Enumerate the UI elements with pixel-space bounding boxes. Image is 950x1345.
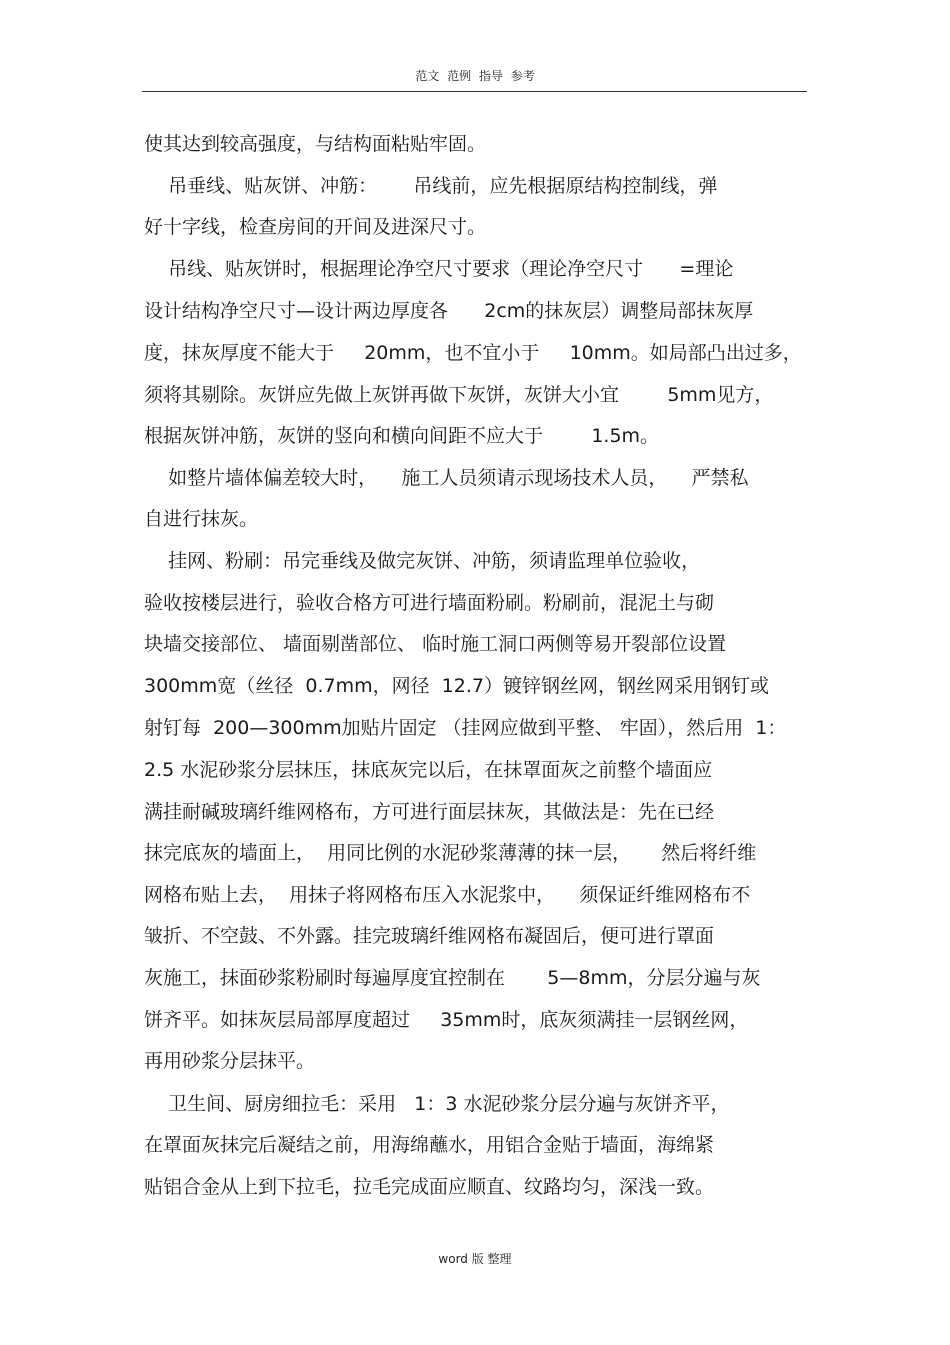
body-line: 灰施工，抹面砂浆粉刷时每遍厚度宜控制在 5—8mm，分层分遍与灰 [144,967,761,989]
body-line: 自进行抹灰。 [144,508,259,530]
body-line: 须将其剔除。灰饼应先做上灰饼再做下灰饼，灰饼大小宜 5mm见方， [144,384,774,406]
body-line: 2.5 水泥砂浆分层抹压，抹底灰完以后，在抹罩面灰之前整个墙面应 [144,759,713,781]
body-line: 抹完底灰的墙面上， 用同比例的水泥砂浆薄薄的抹一层， 然后将纤维 [144,842,757,864]
body-line: 根据灰饼冲筋，灰饼的竖向和横向间距不应大于 1.5m。 [144,425,660,447]
body-line: 饼齐平。如抹灰层局部厚度超过 35mm时，底灰须满挂一层钢丝网， [144,1009,749,1031]
body-line: 300mm宽（丝径 0.7mm，网径 12.7）镀锌钢丝网，钢丝网采用钢钉或 [144,675,769,697]
body-line: 贴铝合金从上到下拉毛，拉毛完成面应顺直、纹路均匀，深浅一致。 [144,1176,715,1198]
body-line: 卫生间、厨房细拉毛：采用 1：3 水泥砂浆分层分遍与灰饼齐平， [144,1093,730,1115]
body-line: 块墙交接部位、 墙面剔凿部位、 临时施工洞口两侧等易开裂部位设置 [144,633,727,655]
body-line: 吊线、贴灰饼时，根据理论净空尺寸要求（理论净空尺寸 =理论 [144,258,734,280]
body-line: 挂网、粉刷：吊完垂线及做完灰饼、冲筋，须请监理单位验收， [144,550,701,572]
body-line: 如整片墙体偏差较大时， 施工人员须请示现场技术人员， 严禁私 [144,467,749,489]
body-line: 网格布贴上去， 用抹子将网格布压入水泥浆中， 须保证纤维网格布不 [144,884,751,906]
body-line: 好十字线，检查房间的开间及进深尺寸。 [144,216,487,238]
body-line: 设计结构净空尺寸—设计两边厚度各 2cm的抹灰层）调整局部抹灰厚 [144,300,754,322]
body-line: 验收按楼层进行，验收合格方可进行墙面粉刷。粉刷前，混泥土与砌 [144,592,715,614]
body-line: 皱折、不空鼓、不外露。挂完玻璃纤维网格布凝固后，便可进行罩面 [144,925,715,947]
body-line: 满挂耐碱玻璃纤维网格布，方可进行面层抹灰，其做法是：先在已经 [144,801,715,823]
body-line: 射钉每 200—300mm加贴片固定 （挂网应做到平整、 牢固），然后用 1： [144,717,787,739]
body-line: 在罩面灰抹完后凝结之前，用海绵蘸水，用铝合金贴于墙面，海绵紧 [144,1134,715,1156]
page-footer: word 版 整理 [438,1252,512,1266]
header-divider [142,91,807,92]
body-line: 再用砂浆分层抹平。 [144,1050,316,1072]
body-line: 度，抹灰厚度不能大于 20mm，也不宜小于 10mm。如局部凸出过多， [144,342,802,364]
page-header: 范文 范例 指导 参考 [415,69,535,83]
body-line: 使其达到较高强度，与结构面粘贴牢固。 [144,133,487,155]
body-line: 吊垂线、贴灰饼、冲筋： 吊线前，应先根据原结构控制线，弹 [144,175,718,197]
